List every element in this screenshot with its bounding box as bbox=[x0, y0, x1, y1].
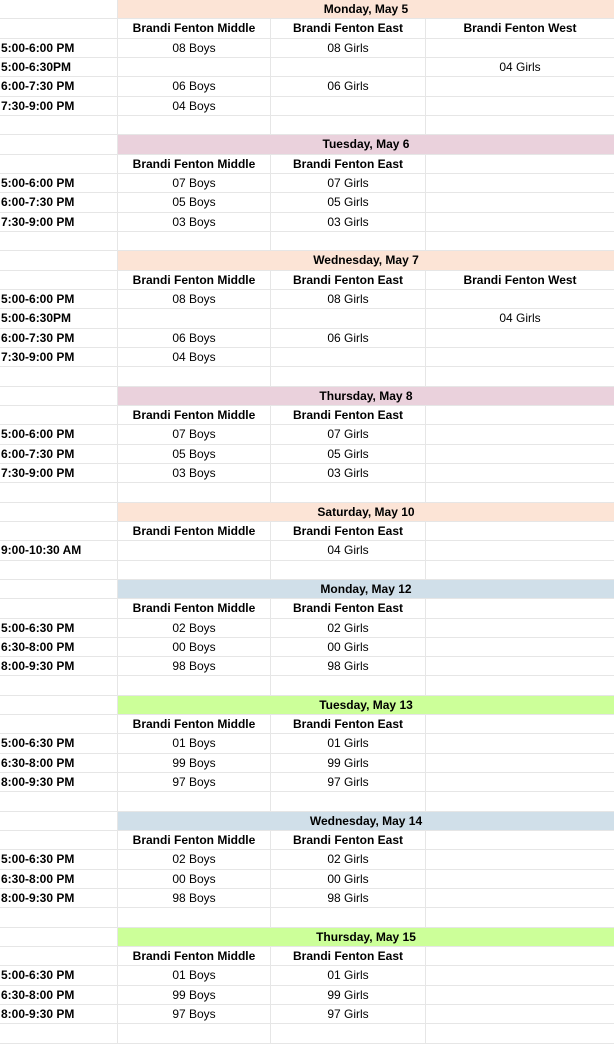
team-cell bbox=[426, 773, 614, 791]
team-cell: 07 Girls bbox=[271, 174, 426, 192]
team-cell: 98 Girls bbox=[271, 657, 426, 675]
team-cell bbox=[426, 734, 614, 752]
blank-cell bbox=[0, 908, 118, 926]
schedule-row bbox=[0, 734, 614, 753]
spacer-row bbox=[0, 232, 614, 251]
team-cell: 02 Boys bbox=[118, 619, 271, 637]
team-cell bbox=[118, 58, 271, 76]
location-header: Brandi Fenton Middle bbox=[118, 155, 271, 173]
blank-cell bbox=[0, 271, 118, 289]
blank-cell bbox=[0, 696, 118, 714]
blank-cell bbox=[271, 483, 426, 501]
blank-cell bbox=[0, 503, 118, 521]
blank-cell bbox=[426, 1024, 614, 1042]
team-cell: 02 Boys bbox=[118, 850, 271, 868]
time-slot: 7:30-9:00 PM bbox=[0, 97, 118, 115]
time-slot: 5:00-6:00 PM bbox=[0, 39, 118, 57]
blank-cell bbox=[0, 232, 118, 250]
schedule-row bbox=[0, 425, 614, 444]
schedule-row bbox=[0, 986, 614, 1005]
time-slot: 5:00-6:00 PM bbox=[0, 174, 118, 192]
column-header-row bbox=[0, 522, 614, 541]
team-cell bbox=[426, 213, 614, 231]
team-cell bbox=[426, 889, 614, 907]
time-slot: 8:00-9:30 PM bbox=[0, 657, 118, 675]
blank-cell bbox=[0, 116, 118, 134]
team-cell: 99 Boys bbox=[118, 986, 271, 1004]
time-slot: 6:30-8:00 PM bbox=[0, 754, 118, 772]
team-cell: 04 Girls bbox=[499, 311, 541, 326]
team-cell: 04 Girls bbox=[271, 541, 426, 559]
team-cell bbox=[271, 58, 426, 76]
location-header: Brandi Fenton Middle bbox=[118, 715, 271, 733]
team-cell: 06 Boys bbox=[118, 77, 271, 95]
location-header: Brandi Fenton East bbox=[271, 715, 426, 733]
team-cell: 02 Girls bbox=[271, 850, 426, 868]
blank-cell bbox=[118, 116, 271, 134]
location-header: Brandi Fenton Middle bbox=[118, 831, 271, 849]
team-cell bbox=[426, 870, 614, 888]
team-cell bbox=[426, 445, 614, 463]
column-header-row bbox=[0, 155, 614, 174]
location-header bbox=[426, 715, 614, 733]
schedule-row bbox=[0, 58, 614, 77]
section-title-row bbox=[0, 812, 614, 831]
schedule-row bbox=[0, 213, 614, 232]
schedule-row bbox=[0, 619, 614, 638]
team-cell bbox=[426, 986, 614, 1004]
column-header-row bbox=[0, 831, 614, 850]
blank-cell bbox=[271, 232, 426, 250]
column-header-row bbox=[0, 19, 614, 38]
blank-cell bbox=[0, 831, 118, 849]
spacer-row bbox=[0, 676, 614, 695]
blank-cell bbox=[271, 1024, 426, 1042]
spacer-row bbox=[0, 367, 614, 386]
blank-cell bbox=[0, 715, 118, 733]
team-cell: 06 Boys bbox=[118, 329, 271, 347]
time-slot: 8:00-9:30 PM bbox=[0, 773, 118, 791]
schedule-row bbox=[0, 850, 614, 869]
team-cell: 97 Girls bbox=[271, 773, 426, 791]
section-title-row bbox=[0, 0, 614, 19]
spacer-row bbox=[0, 561, 614, 580]
schedule-row bbox=[0, 97, 614, 116]
schedule-row bbox=[0, 174, 614, 193]
time-slot: 7:30-9:00 PM bbox=[0, 348, 118, 366]
team-cell bbox=[118, 541, 271, 559]
team-cell bbox=[118, 309, 271, 327]
team-cell: 01 Girls bbox=[271, 966, 426, 984]
team-cell bbox=[426, 754, 614, 772]
blank-cell bbox=[271, 792, 426, 810]
team-cell: 97 Girls bbox=[271, 1005, 426, 1023]
blank-cell bbox=[118, 561, 271, 579]
location-header: Brandi Fenton Middle bbox=[118, 19, 271, 37]
time-slot: 8:00-9:30 PM bbox=[0, 1005, 118, 1023]
blank-cell bbox=[0, 599, 118, 617]
location-header: Brandi Fenton East bbox=[271, 599, 426, 617]
team-cell bbox=[271, 309, 426, 327]
section-title-row bbox=[0, 696, 614, 715]
blank-cell bbox=[0, 522, 118, 540]
schedule-row bbox=[0, 193, 614, 212]
section-title-row bbox=[0, 387, 614, 406]
blank-cell bbox=[271, 116, 426, 134]
team-cell: 99 Boys bbox=[118, 754, 271, 772]
team-cell bbox=[426, 290, 614, 308]
team-cell bbox=[426, 541, 614, 559]
schedule-row bbox=[0, 309, 614, 328]
location-header: Brandi Fenton East bbox=[271, 947, 426, 965]
blank-cell bbox=[0, 135, 118, 153]
blank-cell bbox=[426, 232, 614, 250]
section-title: Monday, May 12 bbox=[118, 580, 614, 598]
schedule-row bbox=[0, 889, 614, 908]
time-slot: 5:00-6:30 PM bbox=[0, 966, 118, 984]
location-header: Brandi Fenton East bbox=[271, 406, 426, 424]
schedule-row bbox=[0, 445, 614, 464]
time-slot: 7:30-9:00 PM bbox=[0, 213, 118, 231]
team-cell bbox=[271, 348, 426, 366]
team-cell: 05 Girls bbox=[271, 445, 426, 463]
team-cell: 00 Boys bbox=[118, 870, 271, 888]
location-header: Brandi Fenton East bbox=[271, 19, 426, 37]
time-slot: 6:30-8:00 PM bbox=[0, 986, 118, 1004]
team-cell: 05 Boys bbox=[118, 445, 271, 463]
spacer-row bbox=[0, 792, 614, 811]
team-cell: 08 Boys bbox=[118, 39, 271, 57]
blank-cell bbox=[426, 483, 614, 501]
team-cell bbox=[426, 1005, 614, 1023]
team-cell: 01 Boys bbox=[118, 966, 271, 984]
location-header bbox=[426, 947, 614, 965]
team-cell bbox=[271, 97, 426, 115]
blank-cell bbox=[0, 406, 118, 424]
time-slot: 5:00-6:00 PM bbox=[0, 425, 118, 443]
time-slot: 6:00-7:30 PM bbox=[0, 77, 118, 95]
time-slot: 8:00-9:30 PM bbox=[0, 889, 118, 907]
team-cell: 04 Girls bbox=[499, 59, 541, 74]
column-header-row bbox=[0, 406, 614, 425]
schedule-row bbox=[0, 39, 614, 58]
team-cell: 01 Girls bbox=[271, 734, 426, 752]
time-slot: 9:00-10:30 AM bbox=[0, 541, 118, 559]
blank-cell bbox=[0, 947, 118, 965]
schedule-row bbox=[0, 464, 614, 483]
time-slot: 5:00-6:30 PM bbox=[0, 734, 118, 752]
team-cell bbox=[426, 77, 614, 95]
blank-cell bbox=[0, 367, 118, 385]
blank-cell bbox=[118, 908, 271, 926]
team-cell: 03 Girls bbox=[271, 213, 426, 231]
section-title-row bbox=[0, 251, 614, 270]
column-header-row bbox=[0, 599, 614, 618]
team-cell: 98 Girls bbox=[271, 889, 426, 907]
team-cell: 05 Girls bbox=[271, 193, 426, 211]
section-title: Tuesday, May 13 bbox=[118, 696, 614, 714]
blank-cell bbox=[118, 1024, 271, 1042]
team-cell: 00 Girls bbox=[271, 870, 426, 888]
section-title-row bbox=[0, 580, 614, 599]
team-cell: 06 Girls bbox=[271, 77, 426, 95]
team-cell bbox=[426, 97, 614, 115]
location-header bbox=[426, 522, 614, 540]
team-cell bbox=[426, 464, 614, 482]
location-header: Brandi Fenton East bbox=[271, 831, 426, 849]
team-cell: 06 Girls bbox=[271, 329, 426, 347]
schedule-row bbox=[0, 638, 614, 657]
team-cell: 99 Girls bbox=[271, 986, 426, 1004]
team-cell bbox=[426, 850, 614, 868]
blank-cell bbox=[0, 812, 118, 830]
blank-cell bbox=[0, 792, 118, 810]
section-title-row bbox=[0, 135, 614, 154]
blank-cell bbox=[0, 483, 118, 501]
schedule-row bbox=[0, 541, 614, 560]
blank-cell bbox=[271, 908, 426, 926]
blank-cell bbox=[271, 367, 426, 385]
column-header-row bbox=[0, 715, 614, 734]
time-slot: 6:30-8:00 PM bbox=[0, 870, 118, 888]
schedule-row bbox=[0, 77, 614, 96]
team-cell: 99 Girls bbox=[271, 754, 426, 772]
schedule-row bbox=[0, 870, 614, 889]
location-header: Brandi Fenton East bbox=[271, 155, 426, 173]
location-header: Brandi Fenton Middle bbox=[118, 271, 271, 289]
team-cell: 07 Girls bbox=[271, 425, 426, 443]
section-title: Wednesday, May 7 bbox=[118, 251, 614, 269]
time-slot: 5:00-6:00 PM bbox=[0, 290, 118, 308]
team-cell bbox=[426, 619, 614, 637]
schedule-row bbox=[0, 754, 614, 773]
schedule-row bbox=[0, 348, 614, 367]
blank-cell bbox=[0, 0, 118, 18]
time-slot: 6:30-8:00 PM bbox=[0, 638, 118, 656]
schedule-row bbox=[0, 773, 614, 792]
blank-cell bbox=[426, 116, 614, 134]
time-slot: 5:00-6:30PM bbox=[0, 58, 118, 76]
team-cell: 03 Boys bbox=[118, 464, 271, 482]
blank-cell bbox=[118, 483, 271, 501]
team-cell bbox=[426, 193, 614, 211]
schedule-row bbox=[0, 657, 614, 676]
team-cell: 02 Girls bbox=[271, 619, 426, 637]
blank-cell bbox=[426, 908, 614, 926]
blank-cell bbox=[0, 19, 118, 37]
location-header: Brandi Fenton Middle bbox=[118, 522, 271, 540]
location-header: Brandi Fenton Middle bbox=[118, 599, 271, 617]
column-header-row bbox=[0, 947, 614, 966]
blank-cell bbox=[426, 367, 614, 385]
blank-cell bbox=[426, 676, 614, 694]
team-cell: 00 Boys bbox=[118, 638, 271, 656]
section-title: Tuesday, May 6 bbox=[118, 135, 614, 153]
blank-cell bbox=[271, 561, 426, 579]
time-slot: 6:00-7:30 PM bbox=[0, 193, 118, 211]
location-header: Brandi Fenton West bbox=[463, 272, 577, 287]
section-title: Saturday, May 10 bbox=[118, 503, 614, 521]
section-title: Monday, May 5 bbox=[118, 0, 614, 18]
location-header bbox=[426, 406, 614, 424]
location-header bbox=[426, 599, 614, 617]
team-cell: 01 Boys bbox=[118, 734, 271, 752]
team-cell bbox=[426, 329, 614, 347]
location-header: Brandi Fenton East bbox=[271, 271, 426, 289]
spacer-row bbox=[0, 1024, 614, 1043]
schedule-row bbox=[0, 966, 614, 985]
team-cell bbox=[426, 174, 614, 192]
schedule-row bbox=[0, 1005, 614, 1024]
schedule-row bbox=[0, 329, 614, 348]
team-cell bbox=[426, 425, 614, 443]
location-header: Brandi Fenton East bbox=[271, 522, 426, 540]
blank-cell bbox=[0, 155, 118, 173]
team-cell: 03 Boys bbox=[118, 213, 271, 231]
time-slot: 7:30-9:00 PM bbox=[0, 464, 118, 482]
blank-cell bbox=[0, 251, 118, 269]
blank-cell bbox=[0, 928, 118, 946]
team-cell: 07 Boys bbox=[118, 425, 271, 443]
location-header bbox=[426, 831, 614, 849]
team-cell: 05 Boys bbox=[118, 193, 271, 211]
time-slot: 5:00-6:30 PM bbox=[0, 850, 118, 868]
column-header-row bbox=[0, 271, 614, 290]
location-header: Brandi Fenton Middle bbox=[118, 406, 271, 424]
spacer-row bbox=[0, 116, 614, 135]
team-cell: 97 Boys bbox=[118, 773, 271, 791]
schedule-row bbox=[0, 290, 614, 309]
team-cell: 08 Girls bbox=[271, 39, 426, 57]
team-cell: 03 Girls bbox=[271, 464, 426, 482]
team-cell: 04 Boys bbox=[118, 348, 271, 366]
blank-cell bbox=[118, 792, 271, 810]
section-title: Thursday, May 15 bbox=[118, 928, 614, 946]
team-cell: 08 Boys bbox=[118, 290, 271, 308]
location-header bbox=[426, 155, 614, 173]
time-slot: 5:00-6:30PM bbox=[0, 309, 118, 327]
team-cell bbox=[426, 39, 614, 57]
blank-cell bbox=[118, 676, 271, 694]
spacer-row bbox=[0, 908, 614, 927]
team-cell: 08 Girls bbox=[271, 290, 426, 308]
location-header: Brandi Fenton West bbox=[463, 21, 577, 36]
team-cell: 98 Boys bbox=[118, 657, 271, 675]
blank-cell bbox=[0, 1024, 118, 1042]
team-cell: 04 Boys bbox=[118, 97, 271, 115]
blank-cell bbox=[118, 367, 271, 385]
blank-cell bbox=[426, 792, 614, 810]
time-slot: 6:00-7:30 PM bbox=[0, 445, 118, 463]
time-slot: 5:00-6:30 PM bbox=[0, 619, 118, 637]
team-cell bbox=[426, 348, 614, 366]
location-header: Brandi Fenton Middle bbox=[118, 947, 271, 965]
blank-cell bbox=[118, 232, 271, 250]
section-title-row bbox=[0, 928, 614, 947]
team-cell bbox=[426, 966, 614, 984]
blank-cell bbox=[0, 561, 118, 579]
section-title-row bbox=[0, 503, 614, 522]
team-cell: 98 Boys bbox=[118, 889, 271, 907]
section-title: Thursday, May 8 bbox=[118, 387, 614, 405]
team-cell: 97 Boys bbox=[118, 1005, 271, 1023]
team-cell bbox=[426, 638, 614, 656]
team-cell bbox=[426, 657, 614, 675]
section-title: Wednesday, May 14 bbox=[118, 812, 614, 830]
team-cell: 07 Boys bbox=[118, 174, 271, 192]
blank-cell bbox=[271, 676, 426, 694]
blank-cell bbox=[0, 580, 118, 598]
time-slot: 6:00-7:30 PM bbox=[0, 329, 118, 347]
team-cell: 00 Girls bbox=[271, 638, 426, 656]
blank-cell bbox=[426, 561, 614, 579]
blank-cell bbox=[0, 387, 118, 405]
spacer-row bbox=[0, 483, 614, 502]
blank-cell bbox=[0, 676, 118, 694]
